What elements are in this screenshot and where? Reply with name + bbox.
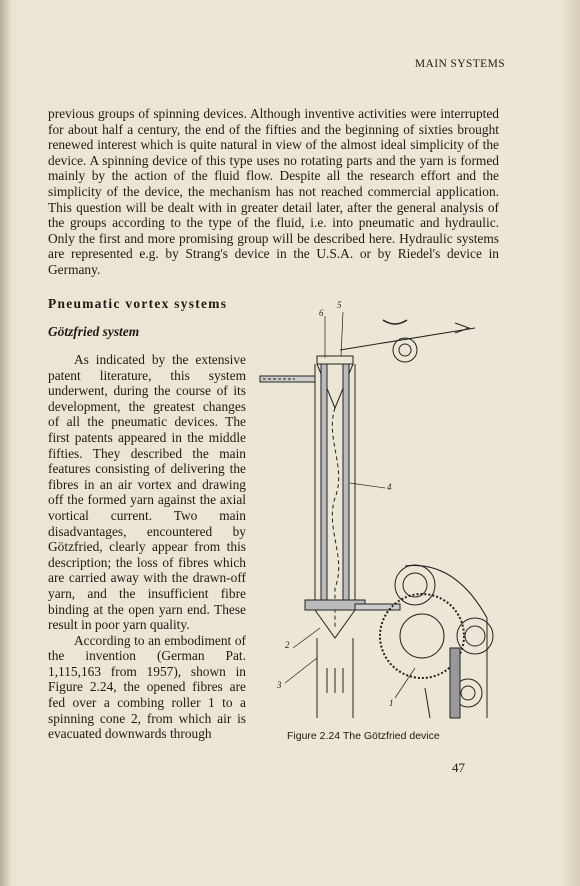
column-paragraph: As indicated by the extensive patent literature, this system underwent, during the course of its development, the greatest changes of all the pneumatic devices. The first patents appeared in the middle fifties. They described the main features consisting of delivering the fibres in an air vortex and drawing off the formed yarn against the axial vortical current. Two main disadvantages, encountered by Götzfried, clearly appear from this description; the loss of fibres which are carried away with the drawn-off yarn, and the insufficient fibre binding at the open yarn end. These result in poor yarn quality. xyxy=(48,352,246,633)
vortex-yarn xyxy=(332,408,338,628)
yarn-line xyxy=(340,328,475,350)
label-1: 1 xyxy=(389,698,394,708)
fibre-feed-channel xyxy=(355,604,400,610)
figure-drawing xyxy=(255,298,505,723)
page-spine-shadow xyxy=(0,0,10,886)
page-number: 47 xyxy=(452,760,465,775)
section-heading: Pneumatic vortex systems xyxy=(48,296,228,311)
cone-top xyxy=(317,356,353,364)
yarn-arrow xyxy=(455,323,469,333)
subsection-heading: Götzfried system xyxy=(48,324,140,339)
running-header: MAIN SYSTEMS xyxy=(414,58,505,70)
figure-caption: Figure 2.24 The Götzfried device xyxy=(287,730,440,742)
label-3: 3 xyxy=(277,680,282,690)
feed-roller xyxy=(395,565,435,605)
label-4: 4 xyxy=(387,482,392,492)
label-6: 6 xyxy=(319,308,324,318)
feed-roller xyxy=(457,618,493,654)
label-2: 2 xyxy=(285,640,290,650)
label-5: 5 xyxy=(337,300,342,310)
column-paragraph: According to an embodiment of the invention (German Pat. 1,115,163 from 1957), shown in Figure 2.24, the opened fibres are fed over a combing roller 1 to a spinning cone 2, from which air is evacuated downwards through xyxy=(48,632,246,742)
delivery-roller xyxy=(393,338,417,362)
gotzfried-device-figure xyxy=(255,298,505,723)
column-text xyxy=(48,352,246,742)
intro-paragraph: previous groups of spinning devices. Although inventive activities were interrupted for about half a century, the end of the fifties and the beginning of sixties brought renewed interest which is quite natural in view of the almost ideal simplicity of the device. A spinning device of this type uses no rotating parts and the yarn is formed mainly by the action of the fluid flow. Despite all the research effort and the simplicity of the device, the mechanism has not reached commercial application. This question will be dealt with in greater detail later, after the general analysis of the groups according to the type of the fluid, i.e. into pneumatic and hydraulic. Only the first and more promising group will be described here. Hydraulic systems are represented e.g. by Strang's device in the U.S.A. or by Riedel's device in Germany. xyxy=(48,106,499,277)
